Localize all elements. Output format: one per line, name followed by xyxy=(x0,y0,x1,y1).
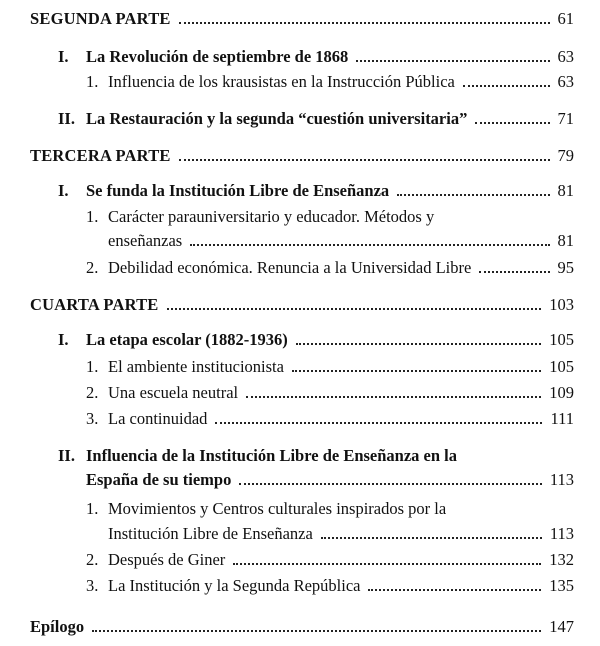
entry-number: I. xyxy=(58,181,69,200)
entry-title: Debilidad económica. Renuncia a la Universidad Libre xyxy=(108,258,472,277)
toc-entry-etapa-escolar[interactable] xyxy=(58,330,574,350)
entry-number: 3. xyxy=(86,409,99,428)
entry-title-line2: España de su tiempo xyxy=(86,470,232,489)
toc-entry-influencia-ile[interactable] xyxy=(58,446,574,490)
dot-leader xyxy=(179,22,550,24)
page-number: 132 xyxy=(549,550,574,569)
page-number: 71 xyxy=(557,109,574,128)
dot-leader xyxy=(167,308,542,310)
entry-number: 1. xyxy=(86,357,99,376)
entry-number: II. xyxy=(58,109,75,128)
dot-leader xyxy=(475,122,549,124)
entry-title-line2: Institución Libre de Enseñanza xyxy=(108,524,313,543)
entry-title: La etapa escolar (1882-1936) xyxy=(86,330,288,349)
toc-entry-despues-giner[interactable] xyxy=(86,550,574,570)
page-number: 81 xyxy=(557,231,574,250)
page-number: 103 xyxy=(549,295,574,314)
entry-title-line1: Movimientos y Centros culturales inspirados por la xyxy=(108,499,447,518)
entry-number: 2. xyxy=(86,258,99,277)
toc-entry-krausistas[interactable] xyxy=(86,72,574,92)
entry-number: 1. xyxy=(86,207,99,226)
entry-title: Se funda la Institución Libre de Enseñanza xyxy=(86,181,390,200)
entry-title: La Restauración y la segunda “cuestión universitaria” xyxy=(86,109,468,128)
dot-leader xyxy=(368,589,541,591)
dot-leader xyxy=(479,271,549,273)
toc-entry-cuarta-parte[interactable] xyxy=(30,295,574,315)
page-number: 113 xyxy=(549,470,574,489)
entry-title: El ambiente institucionista xyxy=(108,357,284,376)
page-number: 105 xyxy=(549,357,574,376)
entry-title: Una escuela neutral xyxy=(108,383,239,402)
entry-number: 2. xyxy=(86,383,99,402)
toc-entry-epilogo[interactable] xyxy=(30,617,574,637)
dot-leader xyxy=(190,244,549,246)
page-number: 135 xyxy=(549,576,574,595)
page-number: 105 xyxy=(549,330,574,349)
entry-number: II. xyxy=(58,446,75,465)
toc-entry-continuidad[interactable] xyxy=(86,409,574,429)
toc-entry-segunda-republica[interactable] xyxy=(86,576,574,596)
dot-leader xyxy=(215,422,542,424)
toc-entry-revolucion-1868[interactable] xyxy=(58,47,574,67)
page-number: 111 xyxy=(550,409,574,428)
dot-leader xyxy=(321,537,542,539)
page-number: 113 xyxy=(549,524,574,543)
entry-number: I. xyxy=(58,47,69,66)
entry-number: 1. xyxy=(86,72,99,91)
page-number: 61 xyxy=(557,9,574,28)
entry-title: SEGUNDA PARTE xyxy=(30,9,171,28)
entry-number: 2. xyxy=(86,550,99,569)
entry-number: I. xyxy=(58,330,69,349)
entry-title-line1: Influencia de la Institución Libre de Enseñanza en la xyxy=(86,446,458,465)
toc-entry-restauracion[interactable] xyxy=(58,109,574,129)
page-number: 79 xyxy=(557,146,574,165)
dot-leader xyxy=(233,563,541,565)
dot-leader xyxy=(356,60,549,62)
entry-title: La Revolución de septiembre de 1868 xyxy=(86,47,349,66)
page-number: 63 xyxy=(557,47,574,66)
toc-entry-segunda-parte[interactable] xyxy=(30,9,574,29)
toc-entry-se-funda[interactable] xyxy=(58,181,574,201)
page-number: 109 xyxy=(549,383,574,402)
dot-leader xyxy=(92,630,541,632)
page-number: 81 xyxy=(557,181,574,200)
entry-title: CUARTA PARTE xyxy=(30,295,159,314)
page-number: 63 xyxy=(557,72,574,91)
dot-leader xyxy=(296,343,541,345)
entry-title: Influencia de los krausistas en la Instrucción Pública xyxy=(108,72,455,91)
entry-number: 3. xyxy=(86,576,99,595)
page-number: 147 xyxy=(549,617,574,636)
entry-title: La continuidad xyxy=(108,409,208,428)
entry-title-line2: enseñanzas xyxy=(108,231,183,250)
dot-leader xyxy=(292,370,541,372)
entry-title: Epílogo xyxy=(30,617,85,636)
page-number: 95 xyxy=(557,258,574,277)
toc-entry-debilidad[interactable] xyxy=(86,258,574,278)
entry-number: 1. xyxy=(86,499,99,518)
dot-leader xyxy=(239,483,542,485)
entry-title: Después de Giner xyxy=(108,550,226,569)
entry-title-line1: Carácter parauniversitario y educador. Métodos y xyxy=(108,207,435,226)
toc-entry-escuela-neutral[interactable] xyxy=(86,383,574,403)
dot-leader xyxy=(246,396,541,398)
dot-leader xyxy=(397,194,549,196)
entry-title: TERCERA PARTE xyxy=(30,146,171,165)
dot-leader xyxy=(179,159,550,161)
toc-entry-tercera-parte[interactable] xyxy=(30,146,574,166)
toc-entry-caracter[interactable] xyxy=(86,207,574,251)
entry-title: La Institución y la Segunda República xyxy=(108,576,361,595)
toc-entry-movimientos[interactable] xyxy=(86,499,574,544)
toc-entry-ambiente[interactable] xyxy=(86,357,574,377)
dot-leader xyxy=(463,85,550,87)
